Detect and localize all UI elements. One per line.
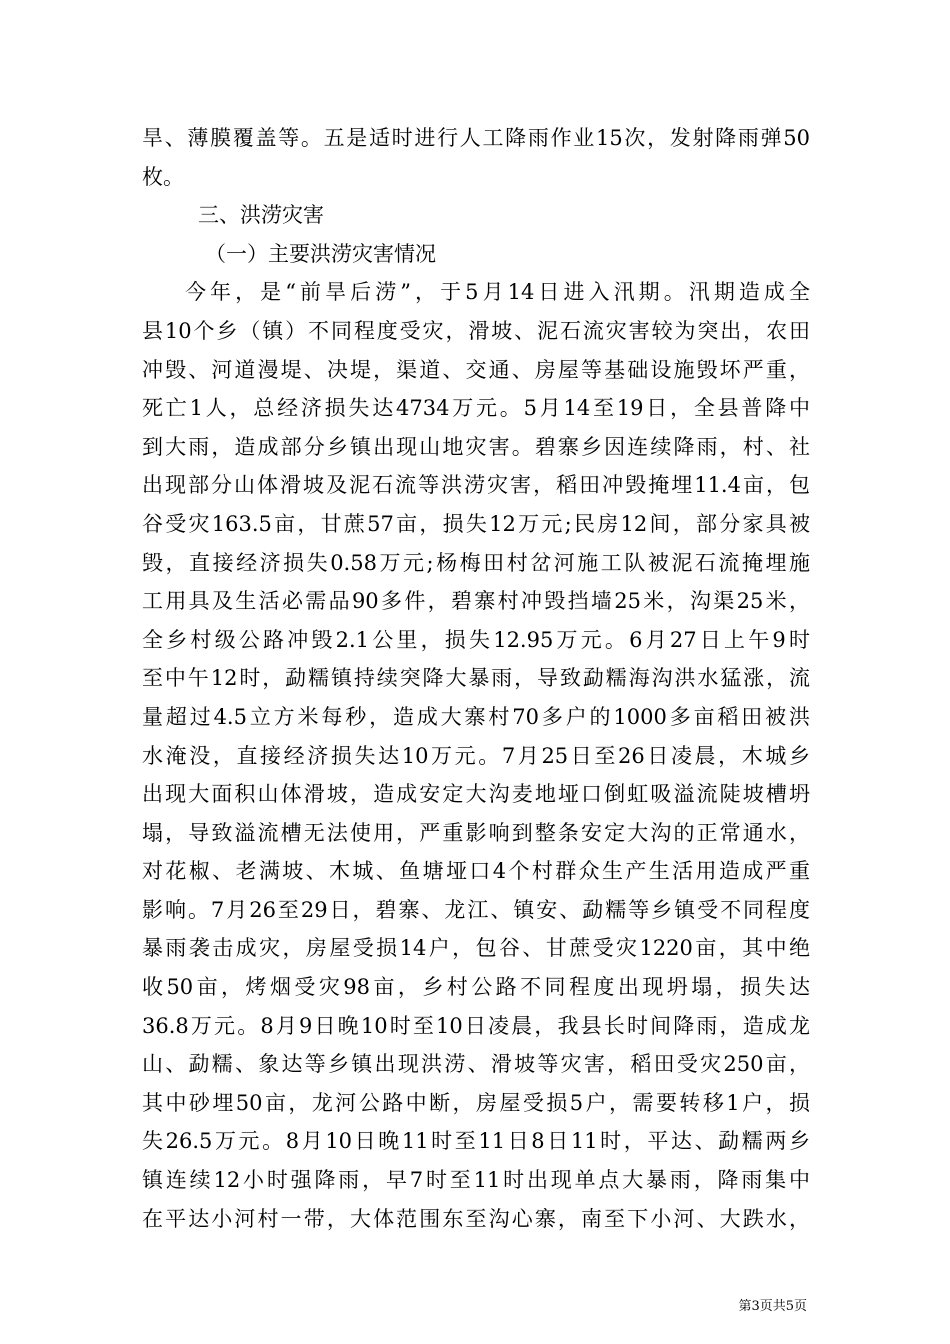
text-line: 毁，直接经济损失0.58万元;杨梅田村岔河施工队被泥石流掩埋施	[142, 550, 810, 575]
subsection-heading: （一）主要洪涝灾害情况	[205, 241, 436, 266]
text-line: 36.8万元。8月9日晚10时至10日凌晨，我县长时间降雨，造成龙	[142, 1013, 810, 1038]
text-line: 冲毁、河道漫堤、决堤，渠道、交通、房屋等基础设施毁坏严重，	[142, 357, 810, 382]
text-line: 旱、薄膜覆盖等。五是适时进行人工降雨作业15次，发射降雨弹50	[142, 126, 810, 150]
text-line: 影响。7月26至29日，碧寨、龙江、镇安、勐糯等乡镇受不同程度	[142, 897, 810, 922]
text-line: 山、勐糯、象达等乡镇出现洪涝、滑坡等灾害，稻田受灾250亩，	[142, 1052, 810, 1077]
document-body	[142, 119, 810, 1238]
section-heading: 三、洪涝灾害	[198, 203, 324, 228]
text-line: 对花椒、老满坡、木城、鱼塘垭口4个村群众生产生活用造成严重	[142, 859, 810, 884]
text-line: 暴雨袭击成灾，房屋受损14户，包谷、甘蔗受灾1220亩，其中绝	[142, 936, 810, 961]
text-line: 县10个乡（镇）不同程度受灾，滑坡、泥石流灾害较为突出，农田	[142, 318, 810, 343]
text-line: 镇连续12小时强降雨，早7时至11时出现单点大暴雨，降雨集中	[142, 1168, 810, 1193]
text-line: 其中砂埋50亩，龙河公路中断，房屋受损5户，需要转移1户，损	[142, 1090, 810, 1115]
text-line: 收50亩，烤烟受灾98亩，乡村公路不同程度出现坍塌，损失达	[142, 975, 810, 1000]
text-line: 工用具及生活必需品90多件，碧寨村冲毁挡墙25米，沟渠25米，	[142, 589, 810, 614]
text-line: 出现大面积山体滑坡，造成安定大沟麦地垭口倒虹吸溢流陡坡槽坍	[142, 782, 810, 807]
text-line: 死亡1人，总经济损失达4734万元。5月14至19日，全县普降中	[142, 396, 810, 421]
text-line: 全乡村级公路冲毁2.1公里，损失12.95万元。6月27日上午9时	[142, 627, 810, 652]
text-line: 失26.5万元。8月10日晚11时至11日8日11时，平达、勐糯两乡	[142, 1129, 810, 1154]
text-line: 至中午12时，勐糯镇持续突降大暴雨，导致勐糯海沟洪水猛涨，流	[142, 666, 810, 691]
text-line: 到大雨，造成部分乡镇出现山地灾害。碧寨乡因连续降雨，村、社	[142, 434, 810, 459]
text-line: 量超过4.5立方米每秒，造成大寨村70多户的1000多亩稻田被洪	[142, 704, 810, 729]
text-line: 枚。	[142, 164, 184, 189]
text-line: 水淹没，直接经济损失达10万元。7月25日至26日凌晨，木城乡	[142, 743, 810, 768]
text-line: 出现部分山体滑坡及泥石流等洪涝灾害，稻田冲毁掩埋11.4亩，包	[142, 473, 810, 498]
text-line: 谷受灾163.5亩，甘蔗57亩，损失12万元;民房12间，部分家具被	[142, 511, 810, 536]
text-line: 塌，导致溢流槽无法使用，严重影响到整条安定大沟的正常通水，	[142, 820, 810, 845]
text-line: 今年，是“前旱后涝”，于5月14日进入汛期。汛期造成全	[185, 280, 810, 305]
text-line: 在平达小河村一带，大体范围东至沟心寨，南至下小河、大跌水，	[142, 1206, 810, 1231]
page-number: 第3页共5页	[738, 1299, 807, 1314]
